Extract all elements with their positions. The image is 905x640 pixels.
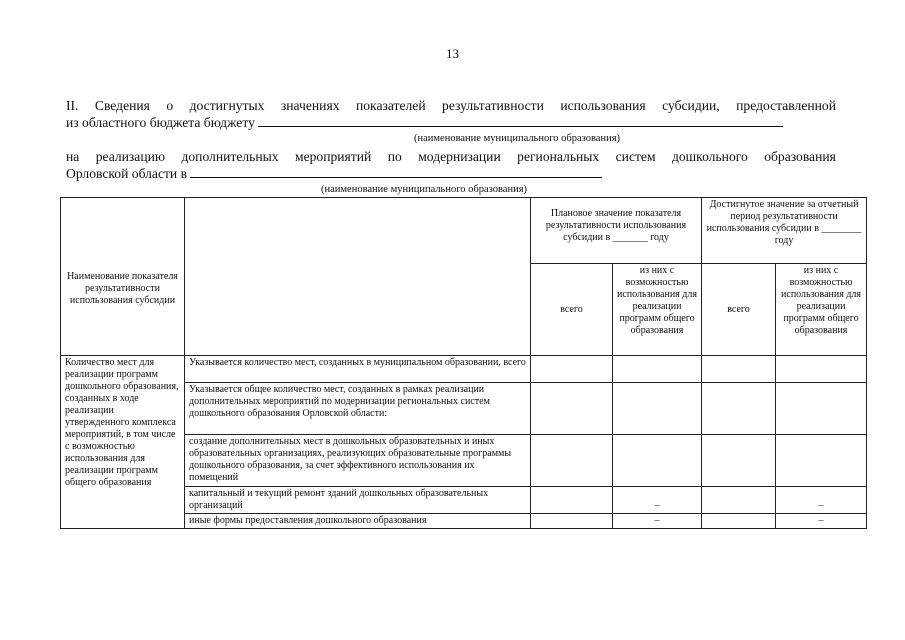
value-cell xyxy=(613,435,702,487)
value-cell xyxy=(702,435,776,487)
heading-word: достигнутых xyxy=(189,98,265,113)
value-cell xyxy=(776,435,867,487)
value-cell xyxy=(613,383,702,435)
row-description: Указывается общее количество мест, созданных в рамках реализации дополнительных мероприятий по модернизации региональных систем дошкольного образования Орловской области: xyxy=(185,383,531,435)
heading-word: модернизации xyxy=(418,149,501,164)
heading-word: систем xyxy=(615,149,656,164)
heading-line-4 xyxy=(66,165,836,182)
heading-text: из областного бюджета бюджету xyxy=(66,115,255,130)
heading-word: о xyxy=(166,98,174,113)
heading-word: по xyxy=(387,149,402,164)
heading-word: субсидии, xyxy=(662,98,720,113)
heading-line-2 xyxy=(66,114,836,131)
value-cell: – xyxy=(613,487,702,514)
heading-word: Сведения xyxy=(94,98,150,113)
value-cell xyxy=(776,383,867,435)
heading-word: на xyxy=(66,149,80,164)
section-heading xyxy=(66,97,836,198)
value-cell xyxy=(702,514,776,529)
table-row xyxy=(61,356,867,383)
heading-word: II. xyxy=(66,98,79,113)
heading-word: дошкольного xyxy=(671,149,748,164)
value-cell xyxy=(702,383,776,435)
value-cell xyxy=(531,514,613,529)
heading-text: Орловской области в xyxy=(66,166,188,181)
value-cell xyxy=(702,356,776,383)
subheader-possible: из них с возможностью использования для реализации программ общего образования xyxy=(776,264,867,356)
value-cell xyxy=(531,435,613,487)
caption-municipality-1: (наименование муниципального образования) xyxy=(414,133,621,144)
subheader-total: всего xyxy=(531,264,613,356)
value-cell: – xyxy=(776,487,867,514)
row-description: капитальный и текущий ремонт зданий дошкольных образовательных организаций xyxy=(185,487,531,514)
header-achieved-value: Достигнутое значение за отчетный период результативности использования субсидии в ________ году xyxy=(702,198,867,264)
heading-word: предоставленной xyxy=(736,98,836,113)
results-table xyxy=(60,197,867,529)
municipality-blank-line xyxy=(258,115,783,127)
heading-line-1 xyxy=(66,97,836,114)
heading-word: результативности xyxy=(442,98,544,113)
value-cell xyxy=(531,356,613,383)
heading-word: показателей xyxy=(355,98,426,113)
row-description: Указывается количество мест, созданных в муниципальном образовании, всего xyxy=(185,356,531,383)
heading-word: региональных xyxy=(517,149,600,164)
value-cell xyxy=(531,383,613,435)
header-empty xyxy=(185,198,531,356)
indicator-name-cell: Количество мест для реализации программ дошкольного образования, созданных в ходе реализации утвержденного комплекса мероприятий, в том числе с возможностью использования для реализации программ общего образования xyxy=(61,356,185,529)
heading-word: использования xyxy=(560,98,646,113)
value-cell xyxy=(776,356,867,383)
caption-municipality-2: (наименование муниципального образования) xyxy=(321,184,528,195)
heading-line-3 xyxy=(66,148,836,165)
value-cell: – xyxy=(613,514,702,529)
value-cell xyxy=(531,487,613,514)
table-header-row xyxy=(61,198,867,264)
heading-word: дополнительных xyxy=(181,149,279,164)
value-cell xyxy=(613,356,702,383)
row-description: создание дополнительных мест в дошкольных образовательных и иных образовательных организациях, реализующих образовательные программы дошкольного образования, за счет эффективного использования их помещений xyxy=(185,435,531,487)
heading-word: реализацию xyxy=(95,149,166,164)
municipality-blank-line xyxy=(190,166,602,178)
subheader-total: всего xyxy=(702,264,776,356)
subheader-possible: из них с возможностью использования для реализации программ общего образования xyxy=(613,264,702,356)
row-description: иные формы предоставления дошкольного образования xyxy=(185,514,531,529)
heading-word: образования xyxy=(764,149,836,164)
value-cell xyxy=(702,487,776,514)
value-cell: – xyxy=(776,514,867,529)
heading-word: мероприятий xyxy=(294,149,372,164)
header-indicator-name: Наименование показателя результативности использования субсидии xyxy=(61,198,185,356)
header-planned-value: Плановое значение показателя результативности использования субсидии в _______ году xyxy=(531,198,702,264)
heading-word: значениях xyxy=(280,98,340,113)
page-number: 13 xyxy=(446,46,459,61)
